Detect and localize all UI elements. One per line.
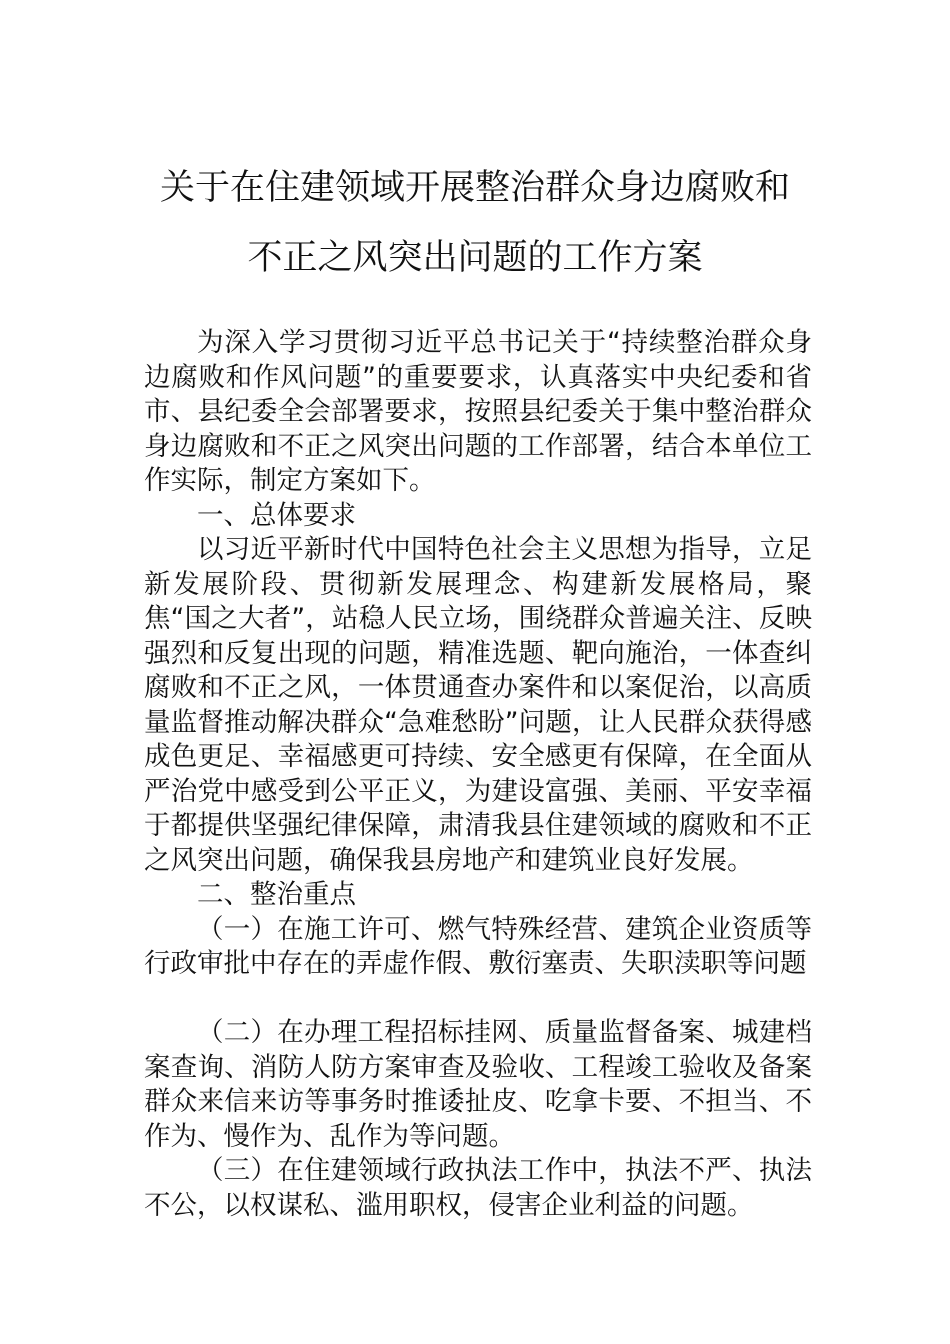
intro-paragraph: 为深入学习贯彻习近平总书记关于“持续整治群众身边腐败和作风问题”的重要要求，认真落实中央纪委和省市、县纪委全会部署要求，按照县纪委关于集中整治群众身边腐败和不正之风突出问题的工作部署，结合本单位工作实际，制定方案如下。 [144,327,812,496]
blank-line [144,982,812,1017]
key-issue-item-3: （三）在住建领域行政执法工作中，执法不严、执法不公，以权谋私、滥用职权，侵害企业利益的问题。 [144,1155,812,1221]
section-heading-key-issues: 二、整治重点 [197,879,356,910]
document-title-line-2: 不正之风突出问题的工作方案 [247,238,703,278]
document-title-line-1: 关于在住建领域开展整治群众身边腐败和 [159,168,790,208]
key-issue-item-1: （一）在施工许可、燃气特殊经营、建筑企业资质等行政审批中存在的弄虚作假、敷衍塞责、失职渎职等问题 [144,913,812,979]
key-issue-item-2: （二）在办理工程招标挂网、质量监督备案、城建档案查询、消防人防方案审查及验收、工程竣工验收及备案群众来信来访等事务时推诿扯皮、吃拿卡要、不担当、不作为、慢作为、乱作为等问题。 [144,1017,812,1152]
section-heading-general-requirements: 一、总体要求 [197,499,356,531]
general-requirements-paragraph: 以习近平新时代中国特色社会主义思想为指导，立足新发展阶段、贯彻新发展理念、构建新发展格局，聚焦“国之大者”，站稳人民立场，围绕群众普遍关注、反映强烈和反复出现的问题，精准选题、靶向施治，一体查纠腐败和不正之风，一体贯通查办案件和以案促治，以高质量监督推动解决群众“急难愁盼”问题，让人民群众获得感成色更足、幸福感更可持续、安全感更有保障，在全面从严治党中感受到公平正义，为建设富强、美丽、平安幸福于都提供坚强纪律保障，肃清我县住建领域的腐败和不正之风突出问题，确保我县房地产和建筑业良好发展。 [144,534,812,876]
document-body [144,326,812,1223]
